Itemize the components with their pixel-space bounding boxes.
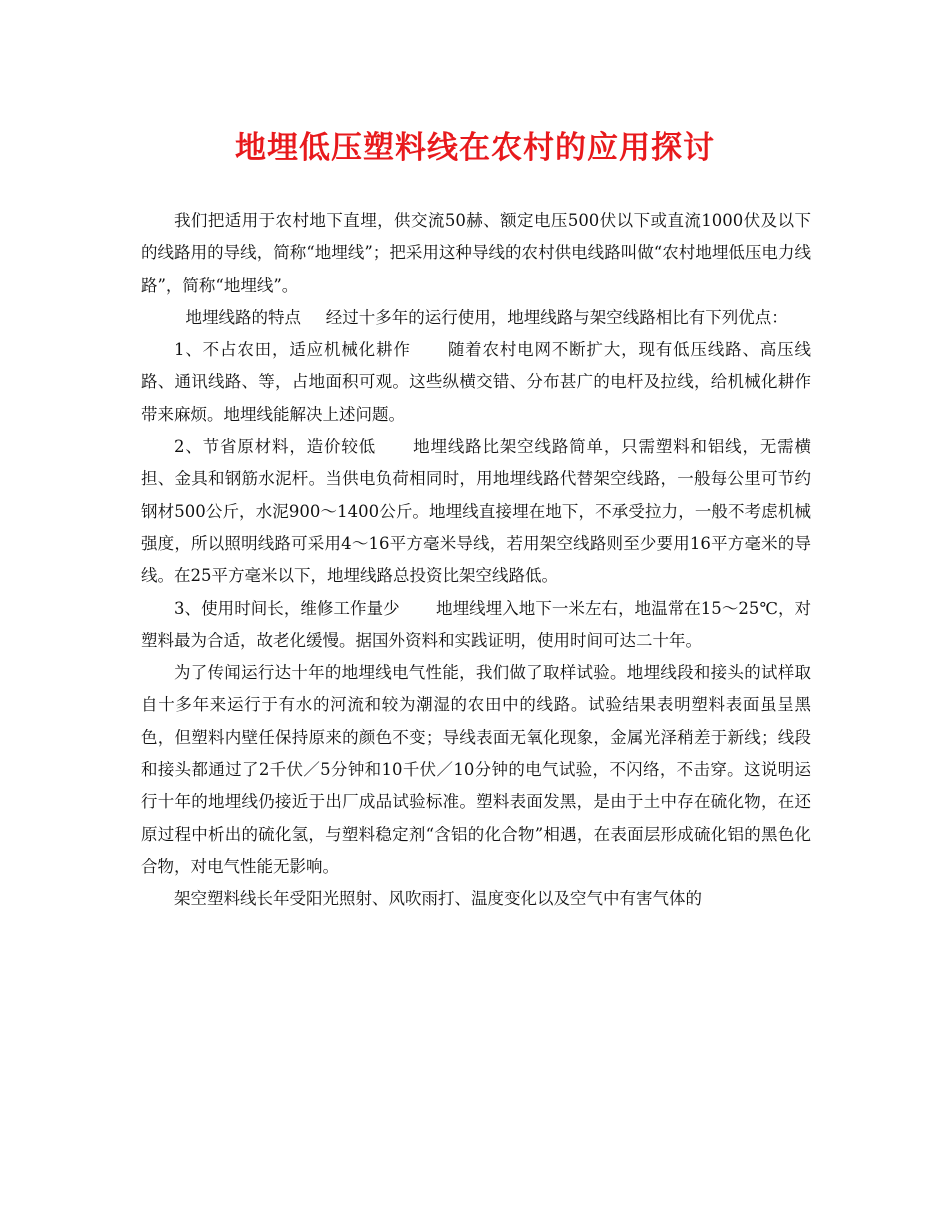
paragraph-overhead-line xyxy=(141,883,811,915)
paragraph-intro xyxy=(141,205,811,302)
paragraph-advantage-1-text: 随着农村电网不断扩大，现有低压线路、高压线路、通讯线路、等，占地面积可观。这些纵横交错、分布甚广的电杆及拉线，给机械化耕作带来麻烦。地埋线能解决上述问题。 xyxy=(141,340,812,424)
paragraph-advantage-3 xyxy=(141,593,811,658)
paragraph-intro-text: 我们把适用于农村地下直埋，供交流50赫、额定电压500伏以下或直流1000伏及以下的线路用的导线，简称“地埋线”；把采用这种导线的农村供电线路叫做“农村地埋低压电力线路”，简称“地埋线”。 xyxy=(141,211,811,295)
paragraph-features xyxy=(141,302,811,334)
section-heading-advantage-1: 1、不占农田，适应机械化耕作 xyxy=(174,340,411,360)
section-heading-advantage-2: 2、节省原材料，造价较低 xyxy=(174,437,377,457)
paragraph-advantage-2-text: 地埋线路比架空线路简单，只需塑料和铝线，无需横担、金具和钢筋水泥杆。当供电负荷相同时，用地埋线路代替架空线路，一般每公里可节约钢材500公斤，水泥900～1400公斤。地埋线直接埋在地下，不承受拉力，一般不考虑机械强度，所以照明线路可采用4～16平方毫米导线，若用架空线路则至少要用16平方毫米的导线。在25平方毫米以下，地埋线路总投资比架空线路低。 xyxy=(141,437,812,586)
paragraph-test-results xyxy=(141,657,811,883)
paragraph-advantage-1 xyxy=(141,334,811,431)
paragraph-test-results-text: 为了传闻运行达十年的地埋线电气性能，我们做了取样试验。地埋线段和接头的试样取自十多年来运行于有水的河流和较为潮湿的农田中的线路。试验结果表明塑料表面虽呈黑色，但塑料内壁任保持原来的颜色不变；导线表面无氧化现象，金属光泽稍差于新线；线段和接头都通过了2千伏／5分钟和10千伏／10分钟的电气试验，不闪络，不击穿。这说明运行十年的地埋线仍接近于出厂成品试验标准。塑料表面发黑，是由于土中存在硫化物，在还原过程中析出的硫化氢，与塑料稳定剂“含铝的化合物”相遇，在表面层形成硫化铝的黑色化合物，对电气性能无影响。 xyxy=(141,663,811,876)
paragraph-features-text: 经过十多年的运行使用，地埋线路与架空线路相比有下列优点： xyxy=(325,307,788,327)
paragraph-overhead-line-text: 架空塑料线长年受阳光照射、风吹雨打、温度变化以及空气中有害气体的 xyxy=(174,889,702,909)
document-body xyxy=(141,205,811,916)
section-heading-advantage-3: 3、使用时间长，维修工作量少 xyxy=(174,598,400,618)
paragraph-advantage-3-text: 地埋线埋入地下一米左右，地温常在15～25℃，对塑料最为合适，故老化缓慢。据国外资料和实践证明，使用时间可达二十年。 xyxy=(141,598,812,650)
section-heading-features: 地埋线路的特点 xyxy=(185,307,302,327)
document-title: 地埋低压塑料线在农村的应用探讨 xyxy=(235,130,715,166)
paragraph-advantage-2 xyxy=(141,431,811,592)
